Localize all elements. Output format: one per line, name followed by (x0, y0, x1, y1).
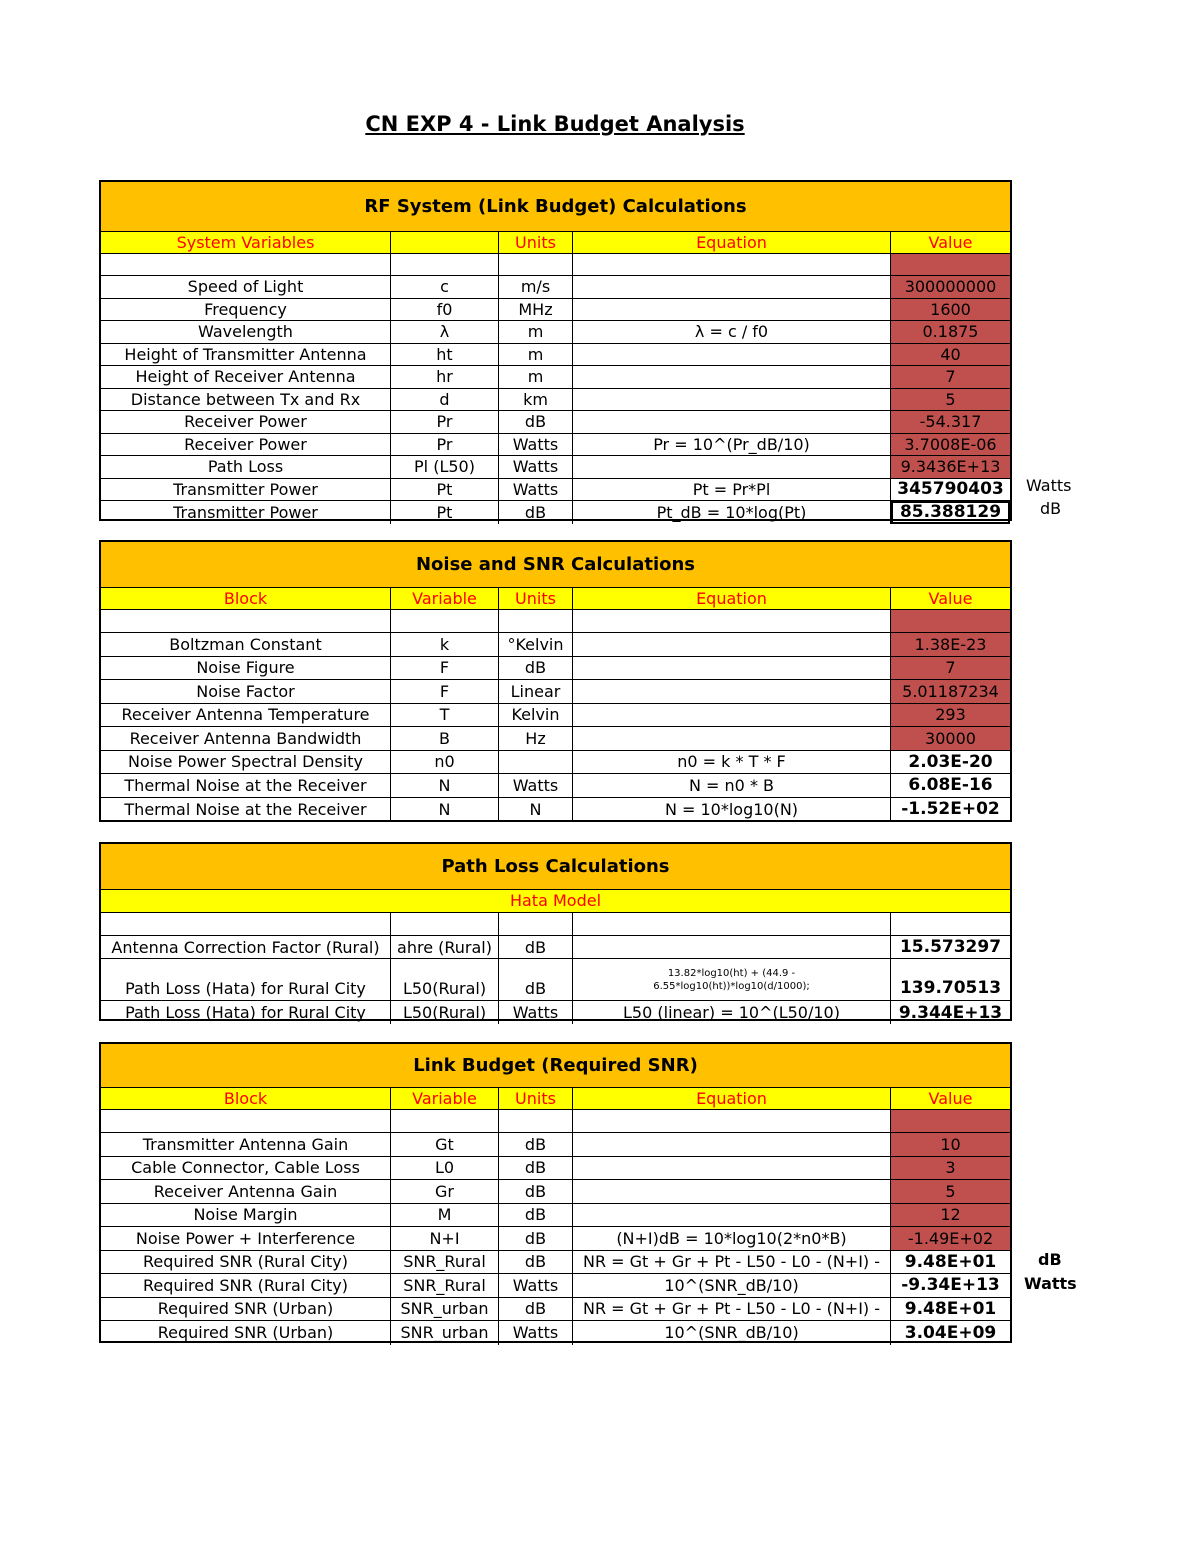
table-row (101, 1180, 1010, 1204)
row-equation (573, 276, 891, 298)
row-value: 12 (891, 1204, 1010, 1227)
col-header: Value (928, 589, 973, 608)
path-loss-table (99, 842, 1012, 1021)
table-row (101, 1227, 1010, 1251)
row-value: 9.48E+01 (904, 1298, 997, 1319)
side-unit-watts: Watts (1026, 476, 1072, 495)
row-units: Watts (499, 434, 573, 456)
row-label: Distance between Tx and Rx (101, 389, 391, 411)
link-budget-table (99, 1042, 1012, 1343)
row-units: dB (499, 1298, 573, 1321)
table-row (101, 1157, 1010, 1181)
row-value: 40 (891, 344, 1010, 366)
row-variable: L50(Rural) (391, 959, 499, 1000)
row-label: Required SNR (Urban) (101, 1321, 391, 1345)
row-value: 293 (891, 704, 1010, 727)
row-value: -1.49E+02 (891, 1227, 1010, 1250)
row-units (499, 751, 573, 774)
rf-system-title: RF System (Link Budget) Calculations (101, 182, 1010, 232)
row-label: Receiver Antenna Temperature (101, 704, 391, 727)
blank-cell (891, 610, 1010, 632)
row-value: -9.34E+13 (901, 1275, 1000, 1296)
row-equation: N = 10*log10(N) (573, 798, 891, 822)
col-header: Value (928, 1089, 973, 1108)
table-row (101, 1274, 1010, 1298)
row-value: 1600 (891, 299, 1010, 321)
row-units: Watts (499, 456, 573, 478)
row-equation (573, 1133, 891, 1156)
row-equation: Pr = 10^(Pr_dB/10) (573, 434, 891, 456)
row-value: 3.7008E-06 (891, 434, 1010, 456)
row-label: Antenna Correction Factor (Rural) (101, 936, 391, 958)
row-units: °Kelvin (499, 633, 573, 656)
row-variable: λ (391, 321, 499, 343)
row-units: dB (499, 959, 573, 1000)
table-row (101, 299, 1010, 322)
row-value: 9.344E+13 (898, 1002, 1003, 1023)
row-variable: N (391, 774, 499, 797)
col-header: Equation (573, 1088, 891, 1109)
blank-row (101, 254, 1010, 276)
blank-cell (391, 610, 499, 632)
row-label: Required SNR (Rural City) (101, 1274, 391, 1297)
blank-cell (573, 254, 891, 275)
row-units: dB (499, 1251, 573, 1274)
row-equation (573, 366, 891, 388)
row-variable: Pt (391, 501, 499, 524)
table-row (101, 276, 1010, 299)
col-header: Block (101, 1088, 391, 1109)
row-label: Receiver Antenna Bandwidth (101, 727, 391, 750)
row-label: Required SNR (Urban) (101, 1298, 391, 1321)
blank-cell (499, 1110, 573, 1132)
row-label: Wavelength (101, 321, 391, 343)
row-label: Noise Power Spectral Density (101, 751, 391, 774)
row-units: Hz (499, 727, 573, 750)
row-value: -1.52E+02 (901, 799, 1000, 820)
row-units: dB (499, 657, 573, 680)
table-row (101, 456, 1010, 479)
row-equation (573, 680, 891, 703)
row-value: 2.03E-20 (908, 751, 993, 772)
row-equation: 13.82*log10(ht) + (44.9 - 6.55*log10(ht))*log10(d/1000); (573, 959, 891, 1000)
row-units: MHz (499, 299, 573, 321)
table-row (101, 389, 1010, 412)
row-label: Transmitter Antenna Gain (101, 1133, 391, 1156)
row-equation: Pt = Pr*Pl (573, 479, 891, 501)
link-budget-title: Link Budget (Required SNR) (101, 1044, 1010, 1088)
table-row (101, 727, 1010, 751)
hata-model-header: Hata Model (101, 890, 1010, 913)
row-variable: SNR_Rural (391, 1274, 499, 1297)
blank-row (101, 913, 1010, 936)
row-variable: f0 (391, 299, 499, 321)
row-equation: NR = Gt + Gr + Pt - L50 - L0 - (N+I) - (573, 1251, 891, 1274)
row-value: 15.573297 (899, 937, 1002, 957)
rf-header-row (101, 232, 1010, 254)
col-header: Units (499, 1088, 573, 1109)
col-header: System Variables (101, 232, 391, 253)
blank-row (101, 610, 1010, 633)
row-label: Speed of Light (101, 276, 391, 298)
row-label: Boltzman Constant (101, 633, 391, 656)
row-variable: Pr (391, 411, 499, 433)
row-equation: 10^(SNR_dB/10) (573, 1321, 891, 1345)
path-loss-title: Path Loss Calculations (101, 844, 1010, 890)
row-value: 139.70513 (899, 978, 1002, 998)
col-header (391, 232, 499, 253)
row-label: Receiver Antenna Gain (101, 1180, 391, 1203)
table-row (101, 1133, 1010, 1157)
row-value: 3.04E+09 (904, 1322, 997, 1343)
row-label: Noise Margin (101, 1204, 391, 1227)
row-variable: Pr (391, 434, 499, 456)
row-equation (573, 633, 891, 656)
col-header: Equation (573, 232, 891, 253)
blank-cell (101, 610, 391, 632)
row-units: Kelvin (499, 704, 573, 727)
blank-cell (101, 254, 391, 275)
row-equation: n0 = k * T * F (573, 751, 891, 774)
row-variable: k (391, 633, 499, 656)
row-value: 1.38E-23 (891, 633, 1010, 656)
blank-cell (499, 913, 573, 935)
row-units: m/s (499, 276, 573, 298)
blank-cell (573, 610, 891, 632)
row-label: Noise Factor (101, 680, 391, 703)
noise-snr-table (99, 540, 1012, 822)
blank-cell (891, 913, 1010, 935)
row-units: dB (499, 1180, 573, 1203)
blank-cell (391, 254, 499, 275)
col-header: Equation (573, 588, 891, 609)
table-row (101, 1321, 1010, 1345)
row-label: Required SNR (Rural City) (101, 1251, 391, 1274)
row-units: km (499, 389, 573, 411)
table-row (101, 704, 1010, 728)
row-units: dB (499, 1204, 573, 1227)
table-row (101, 959, 1010, 1001)
row-units: dB (499, 1157, 573, 1180)
row-label: Transmitter Power (101, 501, 391, 524)
row-label: Frequency (101, 299, 391, 321)
table-row (101, 344, 1010, 367)
row-variable: Pl (L50) (391, 456, 499, 478)
blank-cell (391, 913, 499, 935)
side-unit-db: dB (1040, 499, 1062, 518)
blank-row (101, 1110, 1010, 1133)
row-value: 30000 (891, 727, 1010, 750)
table-row (101, 774, 1010, 798)
row-units: Watts (499, 1001, 573, 1024)
table-row (101, 680, 1010, 704)
row-value: 0.1875 (891, 321, 1010, 343)
page-title: CN EXP 4 - Link Budget Analysis (365, 112, 745, 136)
row-label: Path Loss (Hata) for Rural City (101, 959, 391, 1000)
row-equation: Pt_dB = 10*log(Pt) (573, 501, 891, 524)
row-value: 7 (891, 366, 1010, 388)
side-unit-watts: Watts (1024, 1274, 1077, 1293)
row-label: Receiver Power (101, 411, 391, 433)
row-equation (573, 704, 891, 727)
row-variable: SNR_urban (391, 1321, 499, 1345)
blank-cell (573, 913, 891, 935)
row-units: dB (499, 936, 573, 958)
row-value: 7 (891, 657, 1010, 680)
col-header: Units (499, 588, 573, 609)
row-variable: N (391, 798, 499, 822)
row-equation: N = n0 * B (573, 774, 891, 797)
row-equation (573, 657, 891, 680)
row-equation (573, 936, 891, 958)
row-variable: ht (391, 344, 499, 366)
side-unit-db: dB (1038, 1250, 1062, 1269)
row-variable: ahre (Rural) (391, 936, 499, 958)
row-equation (573, 727, 891, 750)
row-value: 10 (891, 1133, 1010, 1156)
row-value: 345790403 (897, 479, 1004, 500)
noise-header-row (101, 588, 1010, 610)
row-value: 5 (891, 1180, 1010, 1203)
table-row (101, 501, 1010, 524)
row-variable: L50(Rural) (391, 1001, 499, 1024)
col-header: Units (499, 232, 573, 253)
row-variable: hr (391, 366, 499, 388)
row-value: 5.01187234 (891, 680, 1010, 703)
row-label: Path Loss (101, 456, 391, 478)
row-equation (573, 1157, 891, 1180)
col-header: Variable (391, 588, 499, 609)
row-units: N (499, 798, 573, 822)
row-units: Linear (499, 680, 573, 703)
col-header: Block (101, 588, 391, 609)
row-units: m (499, 344, 573, 366)
blank-cell (891, 1110, 1010, 1132)
noise-snr-title: Noise and SNR Calculations (101, 542, 1010, 588)
row-units: Watts (499, 1321, 573, 1345)
blank-cell (499, 610, 573, 632)
row-units: Watts (499, 1274, 573, 1297)
table-row (101, 366, 1010, 389)
col-header: Variable (391, 1088, 499, 1109)
table-row (101, 434, 1010, 457)
blank-cell (499, 254, 573, 275)
row-label: Noise Figure (101, 657, 391, 680)
table-row (101, 798, 1010, 822)
row-variable: Gt (391, 1133, 499, 1156)
row-equation: λ = c / f0 (573, 321, 891, 343)
row-units: m (499, 321, 573, 343)
row-units: Watts (499, 774, 573, 797)
row-label: Thermal Noise at the Receiver (101, 774, 391, 797)
row-equation (573, 456, 891, 478)
table-row (101, 411, 1010, 434)
row-units: dB (499, 1133, 573, 1156)
row-equation (573, 411, 891, 433)
row-variable: d (391, 389, 499, 411)
row-label: Height of Receiver Antenna (101, 366, 391, 388)
blank-cell (101, 1110, 391, 1132)
table-row (101, 1001, 1010, 1024)
row-label: Cable Connector, Cable Loss (101, 1157, 391, 1180)
row-value: 3 (891, 1157, 1010, 1180)
col-header: Value (928, 233, 973, 252)
table-row (101, 321, 1010, 344)
row-equation (573, 389, 891, 411)
row-label: Thermal Noise at the Receiver (101, 798, 391, 822)
row-value: 6.08E-16 (908, 775, 993, 796)
row-equation: L50 (linear) = 10^(L50/10) (573, 1001, 891, 1024)
row-label: Receiver Power (101, 434, 391, 456)
row-variable: F (391, 680, 499, 703)
row-value: 9.3436E+13 (891, 456, 1010, 478)
row-variable: SNR_urban (391, 1298, 499, 1321)
row-units: Watts (499, 479, 573, 501)
row-variable: n0 (391, 751, 499, 774)
row-units: dB (499, 501, 573, 524)
row-variable: M (391, 1204, 499, 1227)
table-row (101, 657, 1010, 681)
blank-cell (101, 913, 391, 935)
row-label: Transmitter Power (101, 479, 391, 501)
row-label: Height of Transmitter Antenna (101, 344, 391, 366)
row-value: 5 (891, 389, 1010, 411)
row-value: -54.317 (891, 411, 1010, 433)
row-variable: c (391, 276, 499, 298)
row-variable: L0 (391, 1157, 499, 1180)
row-equation: (N+I)dB = 10*log10(2*n0*B) (573, 1227, 891, 1250)
row-equation: 10^(SNR_dB/10) (573, 1274, 891, 1297)
table-row (101, 1298, 1010, 1322)
row-value: 300000000 (891, 276, 1010, 298)
row-value: 9.48E+01 (904, 1251, 997, 1272)
row-equation (573, 344, 891, 366)
row-equation (573, 1204, 891, 1227)
row-units: m (499, 366, 573, 388)
table-row (101, 479, 1010, 502)
blank-cell (573, 1110, 891, 1132)
table-row (101, 936, 1010, 959)
row-variable: Pt (391, 479, 499, 501)
row-variable: B (391, 727, 499, 750)
row-units: dB (499, 411, 573, 433)
table-row (101, 1204, 1010, 1228)
table-row (101, 633, 1010, 657)
row-equation: NR = Gt + Gr + Pt - L50 - L0 - (N+I) - (573, 1298, 891, 1321)
row-equation (573, 1180, 891, 1203)
linkbudget-header-row (101, 1088, 1010, 1110)
table-row (101, 1251, 1010, 1275)
row-variable: T (391, 704, 499, 727)
table-row (101, 751, 1010, 775)
row-variable: N+I (391, 1227, 499, 1250)
row-variable: Gr (391, 1180, 499, 1203)
row-units: dB (499, 1227, 573, 1250)
row-label: Noise Power + Interference (101, 1227, 391, 1250)
row-value: 85.388129 (891, 501, 1010, 524)
row-variable: F (391, 657, 499, 680)
blank-cell (891, 254, 1010, 275)
row-label: Path Loss (Hata) for Rural City (101, 1001, 391, 1024)
rf-system-table (99, 180, 1012, 521)
row-variable: SNR_Rural (391, 1251, 499, 1274)
row-equation (573, 299, 891, 321)
blank-cell (391, 1110, 499, 1132)
